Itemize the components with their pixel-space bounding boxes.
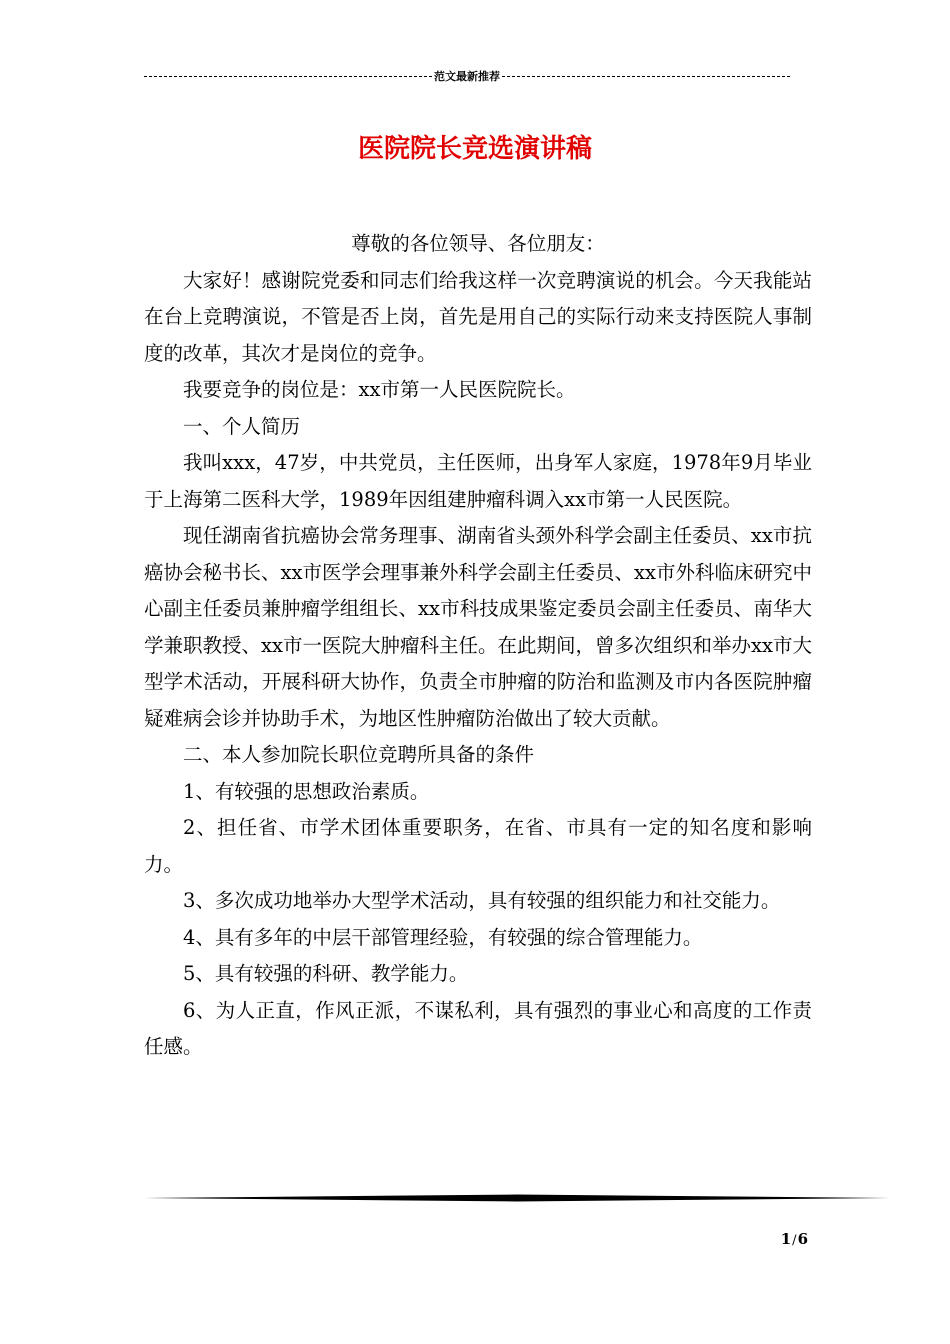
body-paragraph: 3、多次成功地举办大型学术活动，具有较强的组织能力和社交能力。	[183, 889, 781, 912]
body-paragraph: 6、为人正直，作风正派，不谋私利，具有强烈的事业心和高度的工作责任感。	[144, 998, 812, 1058]
body-paragraph: 一、个人简历	[183, 414, 301, 438]
body-paragraph: 5、具有较强的科研、教学能力。	[183, 962, 469, 985]
body-paragraph: 我要竞争的岗位是：xx市第一人民医院院长。	[183, 378, 576, 401]
document-title: 医院院长竞选演讲稿	[357, 134, 592, 164]
header-dash-left	[144, 76, 432, 77]
footer-rule	[144, 1194, 890, 1202]
page-total: 6	[797, 1230, 808, 1248]
header-dash-right	[502, 76, 790, 77]
body-paragraph: 二、本人参加院长职位竞聘所具备的条件	[183, 743, 535, 766]
body-paragraph: 4、具有多年的中层干部管理经验，有较强的综合管理能力。	[183, 925, 703, 949]
page-separator: /	[792, 1233, 797, 1248]
body-paragraph: 2、担任省、市学术团体重要职务，在省、市具有一定的知名度和影响力。	[144, 816, 812, 876]
document-body	[144, 226, 812, 1066]
body-paragraph: 我叫xxx，47岁，中共党员，主任医师，出身军人家庭，1978年9月毕业于上海第二医科大学，1989年因组建肿瘤科调入xx市第一人民医院。	[144, 451, 812, 511]
body-paragraph: 1、有较强的思想政治素质。	[183, 779, 430, 803]
salutation: 尊敬的各位领导、各位朋友：	[351, 232, 605, 255]
body-paragraph: 现任湖南省抗癌协会常务理事、湖南省头颈外科学会副主任委员、xx市抗癌协会秘书长、xx市医学会理事兼外科学会副主任委员、xx市外科临床研究中心副主任委员兼肿瘤学组组长、xx市科技成果鉴定委员会副主任委员、南华大学兼职教授、xx市一医院大肿瘤科主任。在此期间，曾多次组织和举办xx市大型学术活动，开展科研大协作，负责全市肿瘤的防治和监测及市内各医院肿瘤疑难病会诊并协助手术，为地区性肿瘤防治做出了较大贡献。	[144, 524, 812, 730]
body-paragraph: 大家好！感谢院党委和同志们给我这样一次竞聘演说的机会。今天我能站在台上竞聘演说，不管是否上岗，首先是用自己的实际行动来支持医院人事制度的改革，其次才是岗位的竞争。	[144, 268, 812, 365]
page-current: 1	[780, 1230, 792, 1248]
header-text: 范文最新推荐	[434, 70, 500, 83]
page-header	[144, 68, 790, 84]
page-number	[0, 1230, 808, 1248]
